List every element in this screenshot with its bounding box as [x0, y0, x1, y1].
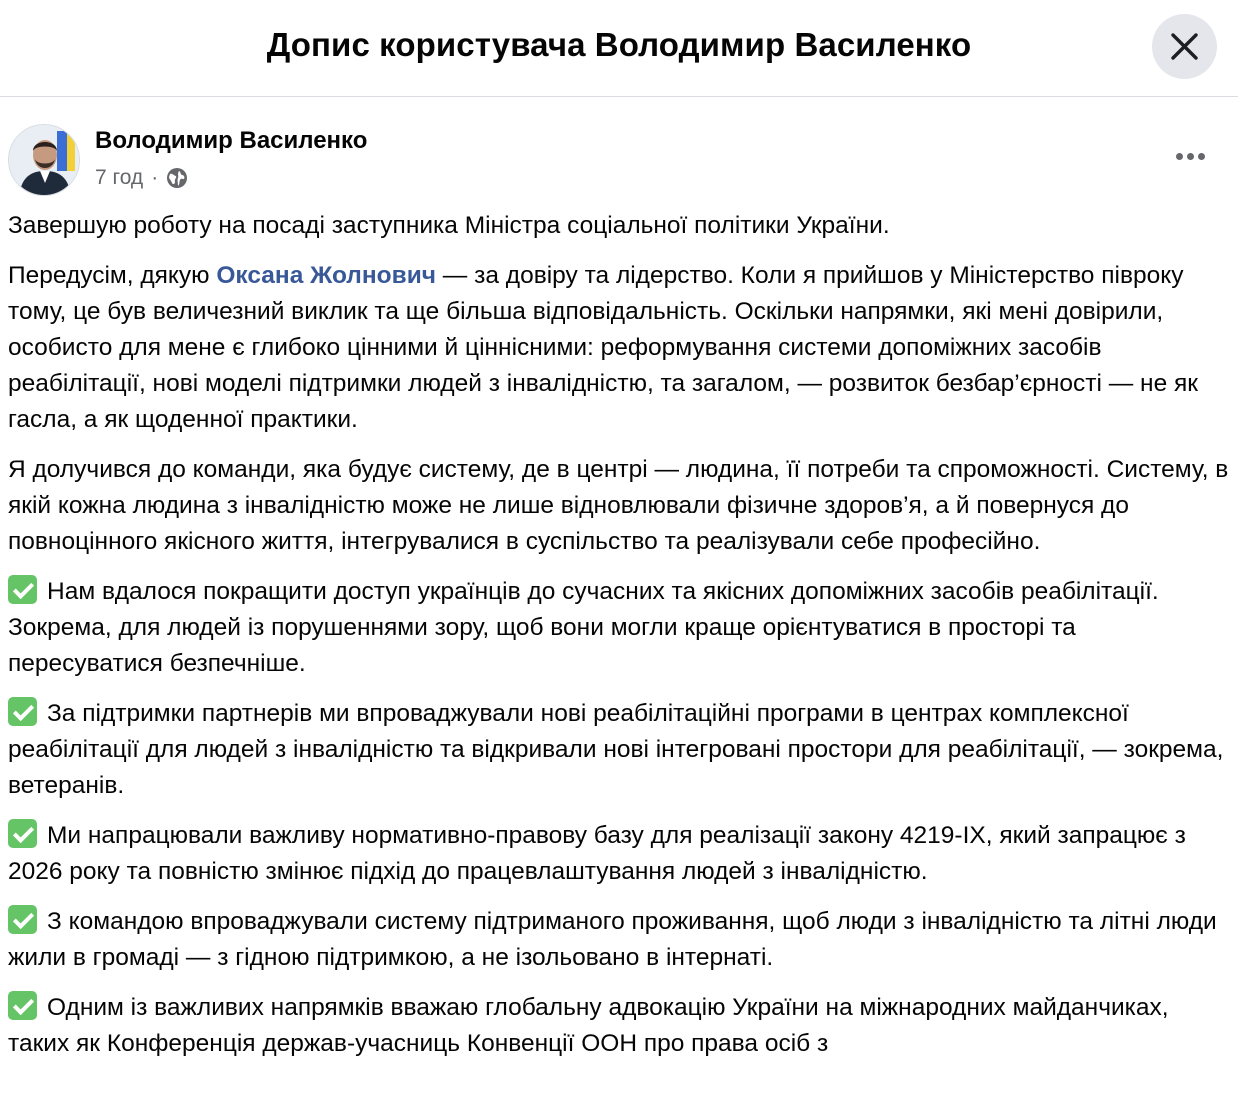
author-avatar[interactable]	[8, 124, 80, 196]
post-paragraph: Я долучився до команди, яка будує систему, де в центрі — людина, її потреби та спроможності. Систему, в якій кожна людина з інвалідністю може не лише відновлювали фізичне здоров’я, а й повернуся до повноцінного якісного життя, інтегрувалися в суспільство та реалізували себе професійно.	[8, 456, 1229, 555]
close-button[interactable]	[1152, 14, 1217, 79]
dialog-title: Допис користувача Володимир Василенко	[266, 26, 972, 63]
check-mark-button-icon	[8, 991, 37, 1020]
bullet-item: Ми напрацювали важливу нормативно-правову базу для реалізації закону 4219-IX, який запрацює з 2026 року та повністю змінює підхід до працевлаштування людей з інвалідністю.	[8, 818, 1233, 890]
bullet-item: За підтримки партнерів ми впроваджували нові реабілітаційні програми в центрах комплексної реабілітації для людей з інвалідністю та відкривали нові інтегровані простори для реабілітації, — зокрема, ветеранів.	[8, 696, 1233, 804]
post-meta	[95, 166, 188, 190]
more-options-button[interactable]	[1160, 136, 1220, 176]
bullet-item: З командою впроваджували систему підтриманого проживання, щоб люди з інвалідністю та літні люди жили в громаді — з гідною підтримкою, а не ізольовано в інтернаті.	[8, 904, 1233, 976]
author-name[interactable]: Володимир Василенко	[95, 127, 368, 154]
check-mark-button-icon	[8, 697, 37, 726]
dialog-header	[0, 0, 1238, 97]
post-paragraph: Завершую роботу на посаді заступника Міністра соціальної політики України.	[8, 212, 890, 239]
close-icon	[1170, 32, 1199, 61]
post-text	[8, 208, 1233, 1076]
bullet-item: Нам вдалося покращити доступ українців до сучасних та якісних допоміжних засобів реабілітації. Зокрема, для людей із порушеннями зору, щоб вони могли краще орієнтуватися в просторі та пересуватися безпечніше.	[8, 574, 1233, 682]
check-mark-button-icon	[8, 819, 37, 848]
more-horizontal-icon	[1176, 153, 1183, 160]
check-mark-button-icon	[8, 905, 37, 934]
post-time[interactable]: 7 год	[95, 166, 144, 189]
bullet-item: Одним із важливих напрямків вважаю глобальну адвокацію України на міжнародних майданчиках, таких як Конференція держав-учасниць Конвенції ООН про права осіб з	[8, 990, 1233, 1062]
globe-icon[interactable]	[166, 167, 188, 189]
avatar-photo	[9, 125, 80, 196]
meta-separator: ·	[151, 166, 159, 189]
check-mark-button-icon	[8, 575, 37, 604]
mention-link[interactable]: Оксана Жолнович	[216, 262, 436, 289]
post-paragraph: Передусім, дякую Оксана Жолнович — за довіру та лідерство. Коли я прийшов у Міністерство півроку тому, це був величезний виклик та ще більша відповідальність. Оскільки напрямки, які мені довірили, особисто для мене є глибоко цінними й ціннісними: реформування системи допоміжних засобів реабілітації, нові моделі підтримки людей з інвалідністю, та загалом, — розвиток безбар’єрності — не як гасла, а як щоденної практики.	[8, 262, 1199, 433]
